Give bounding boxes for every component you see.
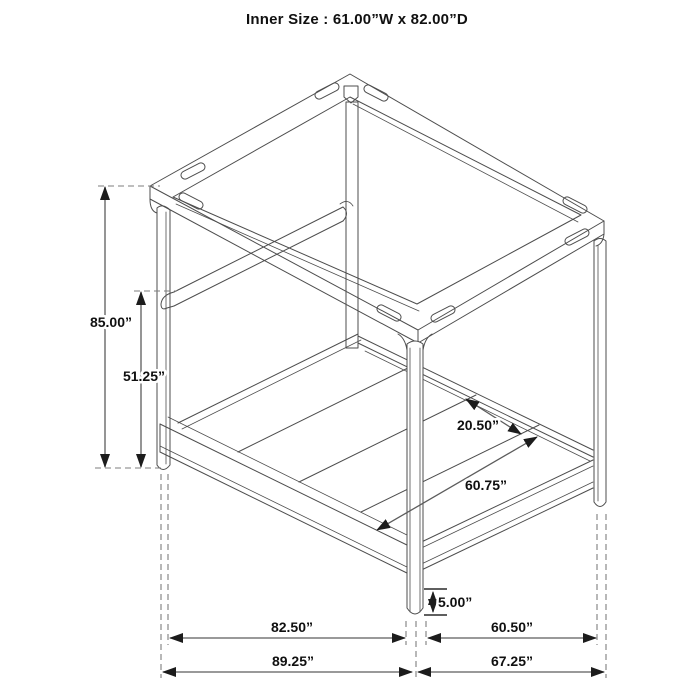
dim-rail-height-label: 51.25” [122, 368, 166, 384]
rear-leg [346, 102, 358, 348]
dim-base-depth-outer [163, 653, 412, 672]
left-leg [157, 206, 170, 470]
dim-base-width-inner-label: 60.50” [490, 619, 534, 635]
dim-overall-height [90, 187, 132, 467]
dim-slat-spacing-label: 20.50” [456, 417, 500, 433]
dim-base-width-outer-label: 67.25” [490, 653, 534, 669]
canopy-slots [178, 82, 591, 324]
canopy-frame [150, 74, 604, 343]
dim-slat-length [377, 437, 537, 530]
dim-base-depth-inner-label: 82.50” [270, 619, 314, 635]
page-title: Inner Size : 61.00”W x 82.00”D [246, 11, 468, 28]
dim-leg-extension [424, 589, 472, 615]
dim-slat-length-label: 60.75” [464, 477, 508, 493]
bed-platform [160, 334, 593, 575]
bed-frame-illustration [150, 74, 606, 614]
dim-base-depth-inner [170, 619, 405, 638]
dim-base-width-inner [428, 619, 596, 638]
right-leg [594, 239, 606, 507]
dim-leg-extension-label: 5.00” [438, 594, 473, 610]
dim-overall-height-label: 85.00” [89, 314, 133, 330]
dim-slat-spacing [457, 399, 521, 434]
dim-base-depth-outer-label: 89.25” [271, 653, 315, 669]
dim-base-width-outer [418, 653, 604, 672]
